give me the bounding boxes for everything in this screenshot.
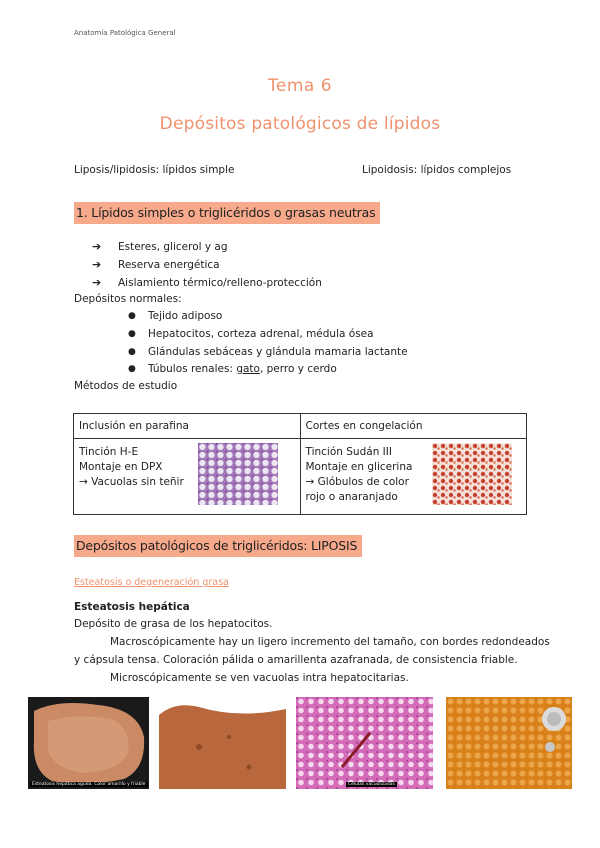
list-item bbox=[128, 310, 222, 322]
section2-heading-wrap bbox=[74, 535, 362, 554]
arrow-icon: ➔ bbox=[92, 240, 102, 253]
intro-liposis: Liposis/lipidosis: lípidos simple bbox=[74, 164, 235, 176]
list-item bbox=[128, 346, 408, 358]
table-header-frozen: Cortes en congelación bbox=[300, 414, 527, 439]
methods-label: Métodos de estudio bbox=[74, 380, 178, 392]
list-item-text: Reserva energética bbox=[118, 258, 220, 271]
bullet-icon: ● bbox=[128, 347, 136, 357]
arrow-icon: ➔ bbox=[92, 276, 102, 289]
list-item-text: Túbulos renales: gato, perro y cerdo bbox=[148, 363, 337, 375]
he-stain-micrograph bbox=[198, 443, 278, 505]
cell-line: → Vacuolas sin teñir bbox=[79, 476, 184, 488]
hepatic-steatosis-title: Esteatosis hepática bbox=[74, 601, 190, 613]
cell-line: → Glóbulos de color bbox=[305, 476, 409, 488]
section2-heading: Depósitos patológicos de triglicéridos: LIPOSIS bbox=[74, 535, 362, 557]
liver-gross-image bbox=[28, 697, 149, 789]
list-item-text: Glándulas sebáceas y glándula mamaria lactante bbox=[148, 346, 408, 358]
section1-heading: 1. Lípidos simples o triglicéridos o grasas neutras bbox=[74, 202, 380, 224]
sudan-stain-micrograph bbox=[432, 443, 512, 505]
table-cell-paraffin bbox=[74, 439, 301, 515]
table-header-paraffin: Inclusión en parafina bbox=[74, 414, 301, 439]
list-item bbox=[92, 240, 228, 253]
intro-lipoidosis: Lipoidosis: lípidos complejos bbox=[362, 164, 512, 176]
page-title: Tema 6 bbox=[267, 76, 333, 96]
paragraph: Microscópicamente se ven vacuolas intra hepatocitarias. bbox=[110, 672, 409, 684]
liver-photo-4 bbox=[446, 697, 572, 789]
liver-micrograph-image bbox=[296, 697, 433, 789]
arrow-icon: ➔ bbox=[92, 258, 102, 271]
cell-line: rojo o anaranjado bbox=[305, 491, 398, 503]
bullet-icon: ● bbox=[128, 329, 136, 339]
section1-heading-wrap bbox=[74, 202, 380, 221]
list-item-text: Aislamiento térmico/relleno-protección bbox=[118, 276, 322, 289]
list-item-text: Esteres, glicerol y ag bbox=[118, 240, 228, 253]
page-header: Anatomía Patológica General bbox=[74, 29, 176, 37]
photo-caption: Células vacuolizadas bbox=[348, 782, 395, 787]
liver-photo-3 bbox=[296, 697, 433, 789]
list-item bbox=[92, 258, 220, 271]
liver-photo-1 bbox=[28, 697, 149, 789]
normal-deposits-label: Depósitos normales: bbox=[74, 293, 182, 305]
paragraph: Depósito de grasa de los hepatocitos. bbox=[74, 618, 273, 630]
liver-photo-2 bbox=[159, 697, 286, 789]
paragraph: Macroscópicamente hay un ligero incremento del tamaño, con bordes redondeados bbox=[110, 636, 550, 648]
list-item bbox=[128, 363, 337, 375]
paragraph: y cápsula tensa. Coloración pálida o amarillenta azafranada, de consistencia friable. bbox=[74, 654, 518, 666]
list-item-text: Tejido adiposo bbox=[148, 310, 223, 322]
liver-micrograph-image bbox=[446, 697, 572, 789]
photo-caption: Esteatosis hepática aguda. Color amarillo y friable bbox=[32, 782, 146, 787]
list-item bbox=[128, 328, 374, 340]
steatosis-link[interactable]: Esteatosis o degeneración grasa bbox=[74, 577, 229, 588]
page-subtitle: Depósitos patológicos de lípidos bbox=[159, 114, 441, 134]
cell-line: Montaje en DPX bbox=[79, 461, 163, 473]
bullet-icon: ● bbox=[128, 311, 136, 321]
cell-line: Tinción Sudán III bbox=[305, 446, 392, 458]
cell-line: Montaje en glicerina bbox=[305, 461, 413, 473]
list-item-text: Hepatocitos, corteza adrenal, médula ósea bbox=[148, 328, 374, 340]
table-cell-frozen bbox=[300, 439, 527, 515]
liver-gross-image bbox=[159, 697, 286, 789]
bullet-icon: ● bbox=[128, 364, 136, 374]
cell-line: Tinción H-E bbox=[79, 446, 139, 458]
list-item bbox=[92, 276, 322, 289]
study-methods-table bbox=[73, 413, 527, 515]
